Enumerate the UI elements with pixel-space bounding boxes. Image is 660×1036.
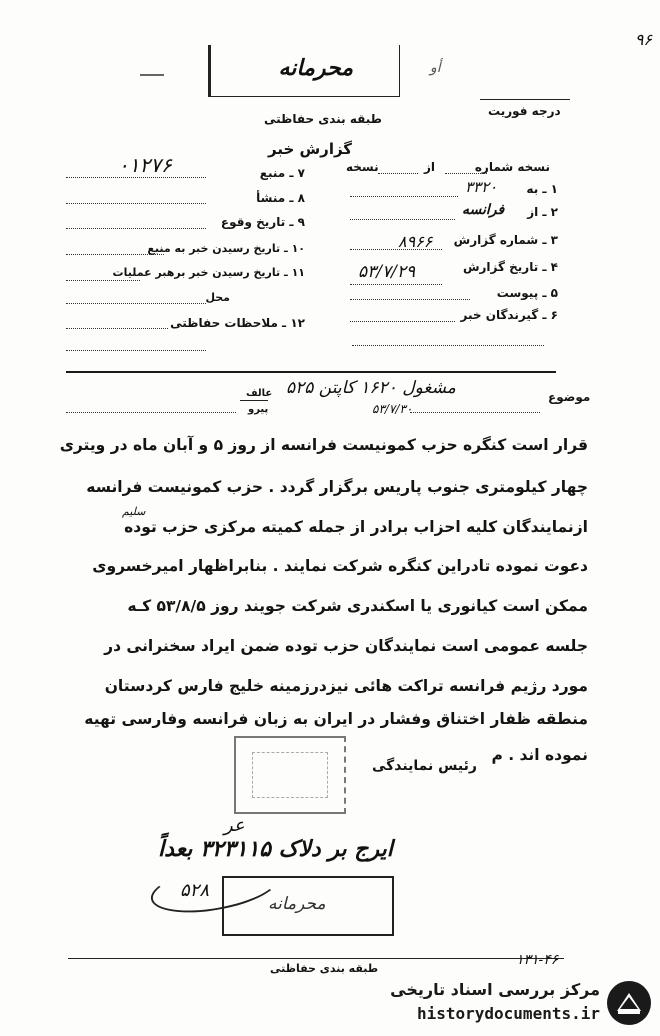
urgency-label: درجه فوریت [488,104,561,118]
top-stamp-scribble: أو [430,60,441,76]
body-line-4: دعوت نموده تادراین کنگره شرکت نمایند . بنابراظهار امیرخسروی [92,557,588,575]
classification-label-bottom: طبقه بندی حفاظتی [270,962,379,975]
faint-stamp-inner [252,752,328,798]
form-separator [66,371,556,373]
copy-of-label: از [424,160,436,174]
body-line-5: ممکن است کیانوری یا اسکندری شرکت جویند روز ۵۳/۸/۵ کـه [127,597,588,615]
subject-value: مشغول ۱۶۲۰ کاپتن ۵۲۵ [286,378,456,398]
origin-label: ۸ ـ منشأ [256,191,305,205]
body-note: سلیم [122,505,146,518]
source-value: ۰۱۲۷۶ [118,153,172,177]
subject-date: ۵۳/۷/۳۰ [372,402,413,416]
receipt-ops-label: ۱۱ ـ تاریخ رسیدن خبر برهبر عملیات [112,266,305,279]
to-value: ۳۳۲۰ [465,178,498,196]
source-label: ۷ ـ منبع [259,166,305,180]
body-line-8: منطقه ظفار اختناق وفشار در ایران به زبان فرانسه وفارسی تهیه [84,710,588,728]
copy-number-label: نسخه شماره [474,160,550,174]
report-date-value: ۵۳/۷/۲۹ [358,262,416,282]
subject-side-rule [240,400,268,401]
report-no-value: ۸۹۶۶ [398,232,433,251]
notes-label: ۱۲ ـ ملاحظات حفاظتی [170,316,305,330]
recipients-label: ۶ ـ گیرندگان خبر [460,308,558,322]
attachment-label: ۵ ـ پیوست [496,286,558,300]
handwritten-num: ۵۲۸ [180,880,210,901]
subject-side-bottom: پیرو [248,404,269,415]
scan-dash [140,74,164,76]
top-stamp-text: محرمانه [278,55,353,81]
corner-mark: ۹۶ [634,30,652,49]
event-date-label: ۹ ـ تاریخ وقوع [220,215,305,229]
signature: رئیس نمایندگی [372,758,477,774]
classification-label-top: طبقه بندی حفاظتی [264,112,382,126]
copy-label: نسخه [346,160,379,174]
receipt-source-label: ۱۰ ـ تاریخ رسیدن خبر به منبع [147,242,305,255]
body-line-7: مورد رژیم فرانسه تراکت هائی نیزدرزمینه خلیج فارس کردستان [104,677,588,695]
body-line-9: نموده اند . م [491,746,588,764]
to-label: ۱ ـ به [526,182,558,196]
body-line-1: قرار است کنگره حزب کمونیست فرانسه از روز ۵ و آبان ماه در ویتری [59,436,588,454]
report-date-label: ۴ ـ تاریخ گزارش [462,260,558,274]
bottom-classification-stamp [222,876,394,936]
watermark [366,976,656,1032]
report-title: گزارش خبر [268,140,353,158]
top-classification-stamp [208,45,400,97]
handwritten-ref: ایرج بر دلاک ۳۲۳۱۱۵ بعداً [158,836,393,862]
body-line-3: ازنمایندگان کلیه احزاب برادر از جمله کمیته مرکزی حزب توده [124,518,588,536]
body-line-6: جلسه عمومی است نمایندگان حزب توده ضمن ایراد سخنرانی در [104,637,588,655]
place-label: محل [205,291,230,304]
watermark-url: historydocuments.ir [416,1004,600,1023]
urgency-underline [480,99,570,100]
bottom-stamp-text: محرمانه [268,894,326,914]
doc-code: ۱۳۱-۴۶ [516,952,559,968]
handwritten-initial: عر [224,815,245,836]
report-no-label: ۳ ـ شماره گزارش [453,233,558,247]
subject-side-top: عالف [246,388,273,399]
book-icon [604,978,654,1028]
from-value: فرانسه [462,202,505,218]
subject-label: موضوع [548,390,591,404]
bottom-rule [68,958,564,959]
watermark-title: مرکز بررسی اسناد تاریخی [390,980,600,999]
from-label: ۲ ـ از [527,205,558,219]
body-line-2: چهار کیلومتری جنوب پاریس برگزار گردد . حزب کمونیست فرانسه [86,478,588,496]
